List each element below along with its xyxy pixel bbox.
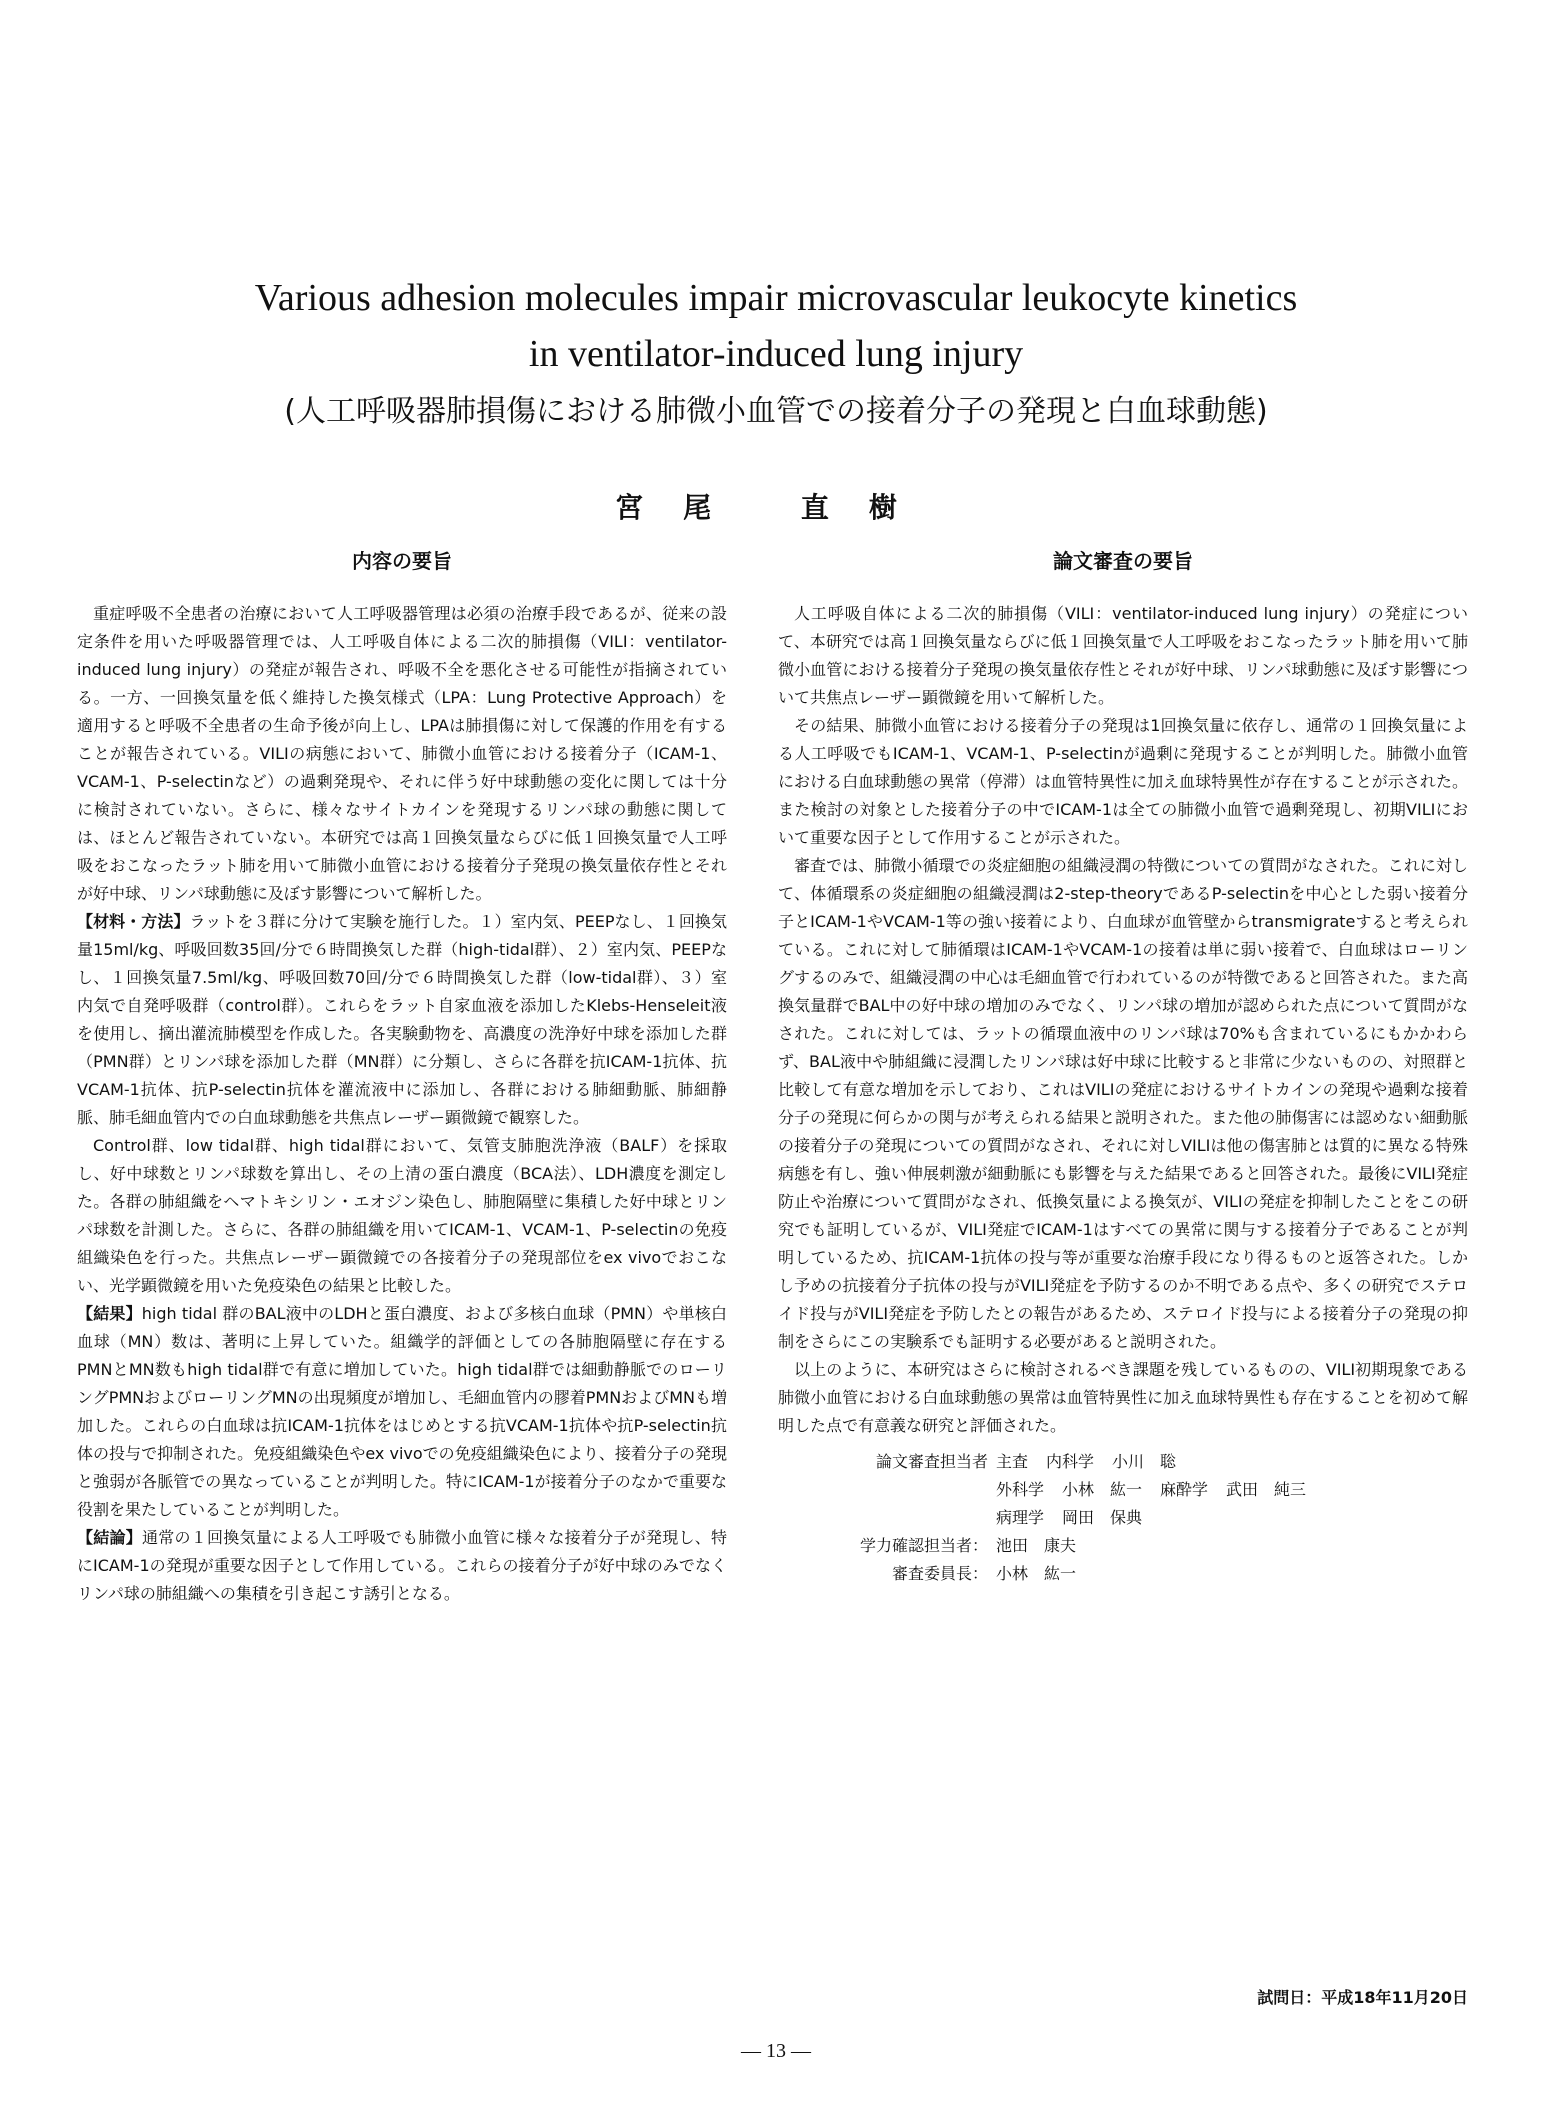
- summary-paragraph-measurements: Control群、low tidal群、high tidal群において、気管支肺胞洗浄液（BALF）を採取し、好中球数とリンパ球数を算出し、その上清の蛋白濃度（BCA法）、LDH濃度を測定した。各群の肺組織をヘマトキシリン・エオジン染色し、肺胞隔壁に集積した好中球とリンパ球数を計測した。さらに、各群の肺組織を用いてICAM-1、VCAM-1、P-selectinの免疫組織染色を行った。共焦点レーザー顕微鏡での各接着分子の発現部位をex vivoでおこない、光学顕微鏡を用いた免疫染色の結果と比較した。: [77, 1136, 727, 1295]
- author-name: 宮尾 直樹: [615, 491, 937, 524]
- summary-paragraph-conclusion: [77, 1524, 727, 1608]
- reviewer-row: [778, 1560, 1468, 1588]
- paper-title: [0, 270, 1552, 382]
- review-paragraph-2: その結果、肺微小血管における接着分子の発現は1回換気量に依存し、通常の１回換気量による人工呼吸でもICAM-1、VCAM-1、P-selectinが過剰に発現することが判明した。肺微小血管における白血球動態の異常（停滞）は血管特異性に加え血球特異性が存在することが示された。また検討の対象とした接着分子の中でICAM-1は全ての肺微小血管で過剰発現し、初期VILIにおいて重要な因子として作用することが示された。: [778, 716, 1468, 847]
- reviewer-name: 小林 紘一: [1062, 1480, 1143, 1499]
- summary-paragraph-methods: [77, 908, 727, 1132]
- reviewer-row: [778, 1504, 1468, 1532]
- summary-paragraph-intro: 重症呼吸不全患者の治療において人工呼吸器管理は必須の治療手段であるが、従来の設定条件を用いた呼吸器管理では、人工呼吸自体による二次的肺損傷（VILI：ventilator-induced lung injury）の発症が報告され、呼吸不全を悪化させる可能性が指摘されている。一方、一回換気量を低く維持した換気様式（LPA：Lung Protective Approach）を適用すると呼吸不全患者の生命予後が向上し、LPAは肺損傷に対して保護的作用を有することが報告されている。VILIの病態において、肺微小血管における接着分子（ICAM-1、VCAM-1、P-selectinなど）の過剰発現や、それに伴う好中球動態の変化に関しては十分に検討されていない。さらに、様々なサイトカインを発現するリンパ球の動態に関しては、ほとんど報告されていない。本研究では高１回換気量ならびに低１回換気量で人工呼吸をおこなったラット肺を用いて肺微小血管における接着分子発現の換気量依存性とそれが好中球、リンパ球動態に及ぼす影響について解析した。: [77, 604, 727, 903]
- review-paragraph-1: 人工呼吸自体による二次的肺損傷（VILI：ventilator-induced lung injury）の発症について、本研究では高１回換気量ならびに低１回換気量で人工呼吸をおこなったラット肺を用いて肺微小血管における接着分子発現の換気量依存性とそれが好中球、リンパ球動態に及ぼす影響について共焦点レーザー顕微鏡を用いて解析した。: [778, 604, 1468, 707]
- review-paragraph-4: 以上のように、本研究はさらに検討されるべき課題を残しているものの、VILI初期現象である肺微小血管における白血球動態の異常は血管特異性に加え血球特異性も存在することを初めて解明した点で有意義な研究と評価された。: [778, 1360, 1468, 1435]
- methods-label: 【材料・方法】: [77, 912, 190, 931]
- review-summary-column: [778, 545, 1468, 1588]
- title-line-2: in ventilator-induced lung injury: [528, 333, 1024, 375]
- reviewer-title: 主査: [996, 1452, 1029, 1471]
- reviewer-row: [778, 1448, 1468, 1476]
- reviewer-name: 池田 康夫: [996, 1536, 1077, 1555]
- reviewer-name: 小林 紘一: [996, 1564, 1077, 1583]
- conclusion-label: 【結論】: [77, 1528, 143, 1547]
- reviewer-dept: 病理学: [996, 1508, 1045, 1527]
- reviewer-role: 学力確認担当者：: [859, 1536, 988, 1555]
- reviewer-dept: 麻酔学: [1160, 1480, 1209, 1499]
- summary-paragraph-results: [77, 1300, 727, 1524]
- title-line-1: Various adhesion molecules impair microvascular leukocyte kinetics: [254, 277, 1298, 319]
- page-number: — 13 —: [741, 2040, 811, 2062]
- reviewer-name: 武田 純三: [1226, 1480, 1307, 1499]
- review-paragraph-3: 審査では、肺微小循環での炎症細胞の組織浸潤の特徴についての質問がなされた。これに対して、体循環系の炎症細胞の組織浸潤は2-step-theoryであるP-selectinを中心とした弱い接着分子とICAM-1やVCAM-1等の強い接着により、白血球が血管壁からtransmigrateすると考えられている。これに対して肺循環はICAM-1やVCAM-1の接着は単に弱い接着で、白血球はローリングするのみで、組織浸潤の中心は毛細血管で行われているのが特徴であると回答された。また高換気量群でBAL中の好中球の増加のみでなく、リンパ球の増加が認められた点について質問がなされた。これに対しては、ラットの循環血液中のリンパ球は70%も含まれているにもかかわらず、BAL液中や肺組織に浸潤したリンパ球は好中球に比較すると非常に少ないものの、対照群と比較して有意な増加を示しており、これはVILIの発症におけるサイトカインの発現や過剰な接着分子の発現に何らかの関与が考えられる結果と説明された。また他の肺傷害には認めない細動脈の接着分子の発現についての質問がなされ、それに対しVILIは他の傷害肺とは質的に異なる特殊病態を有し、強い伸展刺激が細動脈にも影響を与えた結果であると回答された。最後にVILI発症防止や治療について質問がなされ、低換気量による換気が、VILIの発症を抑制したことをこの研究でも証明しているが、VILI発症でICAM-1はすべての異常に関与する接着分子であることが判明しているため、抗ICAM-1抗体の投与等が重要な治療手段になり得るものと返答された。しかし予めの抗接着分子抗体の投与がVILI発症を予防するのか不明である点や、多くの研究でステロイド投与がVILI発症を予防したとの報告があるため、ステロイド投与による接着分子の発現の抑制をさらにこの実験系でも証明する必要があると説明された。: [778, 856, 1468, 1351]
- content-summary-column: [77, 545, 727, 1608]
- japanese-title: (人工呼吸器肺損傷における肺微小血管での接着分子の発現と白血球動態): [284, 394, 1268, 429]
- content-summary-heading: 内容の要旨: [352, 549, 452, 573]
- reviewer-role: [778, 1476, 996, 1504]
- conclusion-text: 通常の１回換気量による人工呼吸でも肺微小血管に様々な接着分子が発現し、特にICAM-1の発現が重要な因子として作用している。これらの接着分子が好中球のみでなくリンパ球の肺組織への集積を引き起こす誘引となる。: [77, 1528, 727, 1603]
- reviewer-name: 岡田 保典: [1062, 1508, 1143, 1527]
- reviewer-role: [778, 1504, 996, 1532]
- reviewer-dept: 外科学: [996, 1480, 1045, 1499]
- reviewer-name: 小川 聡: [1112, 1452, 1177, 1471]
- reviewer-row: [778, 1476, 1468, 1504]
- results-label: 【結果】: [77, 1304, 142, 1323]
- reviewer-role: 論文審査担当者: [875, 1452, 988, 1471]
- reviewer-role: 審査委員長：: [891, 1564, 988, 1583]
- methods-text: ラットを３群に分けて実験を施行した。１）室内気、PEEPなし、１回換気量15ml/kg、呼吸回数35回/分で６時間換気した群（high-tidal群）、２）室内気、PEEPなし、１回換気量7.5ml/kg、呼吸回数70回/分で６時間換気した群（low-tidal群）、３）室内気で自発呼吸群（control群）。これらをラット自家血液を添加したKlebs-Henseleit液を使用し、摘出灌流肺模型を作成した。各実験動物を、高濃度の洗浄好中球を添加した群（PMN群）とリンパ球を添加した群（MN群）に分類し、さらに各群を抗ICAM-1抗体、抗VCAM-1抗体、抗P-selectin抗体を灌流液中に添加し、各群における肺細動脈、肺細静脈、肺毛細血管内での白血球動態を共焦点レーザー顕微鏡で観察した。: [77, 912, 727, 1127]
- reviewer-list: [778, 1448, 1468, 1588]
- results-text: high tidal 群のBAL液中のLDHと蛋白濃度、および多核白血球（PMN）や単核白血球（MN）数は、著明に上昇していた。組織学的評価としての各肺胞隔壁に存在するPMNとMN数もhigh tidal群で有意に増加していた。high tidal群では細動静脈でのローリングPMNおよびローリングMNの出現頻度が増加し、毛細血管内の膠着PMNおよびMNも増加した。これらの白血球は抗ICAM-1抗体をはじめとする抗VCAM-1抗体や抗P-selectin抗体の投与で抑制された。免疫組織染色やex vivoでの免疫組織染色により、接着分子の発現と強弱が各脈管での異なっていることが判明した。特にICAM-1が接着分子のなかで重要な役割を果たしていることが判明した。: [77, 1304, 727, 1519]
- review-summary-heading: 論文審査の要旨: [1053, 549, 1193, 573]
- reviewer-dept: 内科学: [1046, 1452, 1095, 1471]
- exam-date: 試問日：平成18年11月20日: [1257, 1988, 1468, 2007]
- reviewer-row: [778, 1532, 1468, 1560]
